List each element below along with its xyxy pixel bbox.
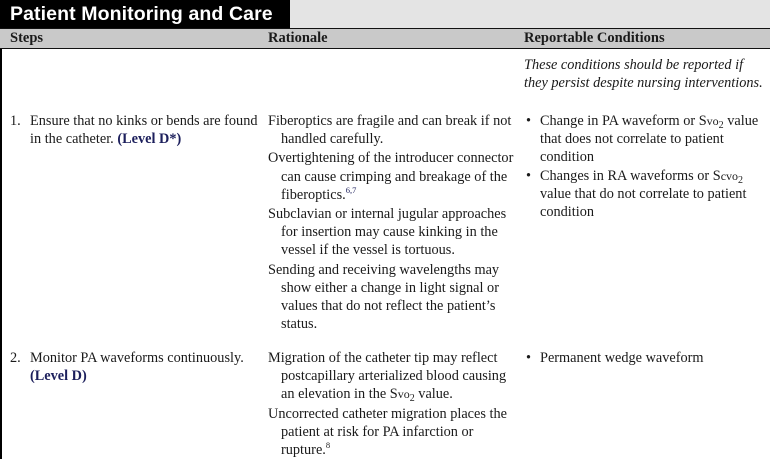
- rationale-2: [268, 349, 516, 460]
- reportable-item: • Change in PA waveform or Svo$_2$ value that does not correlate to patient condition: [526, 113, 759, 166]
- step-1: [10, 112, 260, 148]
- column-header-steps: Steps: [10, 30, 44, 46]
- bullet-icon: •: [526, 167, 532, 184]
- reportable-item: • Permanent wedge waveform: [526, 350, 704, 366]
- rationale-item: Sending and receiving wavelengths may show either a change in light signal or values that do not reflect the patient’s status.: [268, 261, 500, 333]
- evidence-level: (Level D*): [117, 131, 182, 148]
- rationale-item: Uncorrected catheter migration places the patient at risk for PA infarction or rupture.$^8$: [268, 405, 507, 459]
- reportable-1: [524, 112, 770, 221]
- column-header-rationale: Rationale: [268, 30, 328, 46]
- rationale-1: [268, 112, 516, 334]
- section-title: Patient Monitoring and Care: [0, 0, 290, 28]
- step-number: 1.: [10, 113, 21, 129]
- column-header-reportable: Reportable Conditions: [524, 30, 665, 46]
- evidence-level: (Level D): [30, 368, 87, 385]
- bullet-icon: •: [526, 350, 532, 366]
- step-number: 2.: [10, 350, 21, 366]
- citation: 8: [325, 440, 331, 451]
- reportable-note: These conditions should be reported if they persist despite nursing interventions.: [524, 57, 763, 92]
- reportable-item: • Changes in RA waveforms or Scvo$_2$ value that do not correlate to patient condition: [526, 167, 747, 221]
- reportable-note-cell: [524, 56, 770, 92]
- rationale-item: Migration of the catheter tip may reflect postcapillary arterialized blood causing an elevation in the Svo$_2$ value.: [268, 350, 507, 405]
- step-text: Ensure that no kinks or bends are found in the catheter.: [30, 113, 258, 148]
- table-left-border: [0, 49, 2, 459]
- citation: 6,7: [345, 184, 357, 195]
- reportable-2: [524, 349, 770, 367]
- rationale-item: Overtightening of the introducer connector can cause crimping and breakage of the fiberoptics.$^{6,7}$: [268, 150, 514, 203]
- step-text: Monitor PA waveforms continuously.: [30, 350, 244, 366]
- rationale-item: Subclavian or internal jugular approaches for insertion may cause kinking in the vessel if the vessel is tortuous.: [268, 206, 507, 259]
- rationale-item: Fiberoptics are fragile and can break if not handled carefully.: [268, 113, 512, 148]
- step-2: [10, 349, 260, 385]
- bullet-icon: •: [526, 113, 532, 129]
- table-header: [0, 28, 770, 49]
